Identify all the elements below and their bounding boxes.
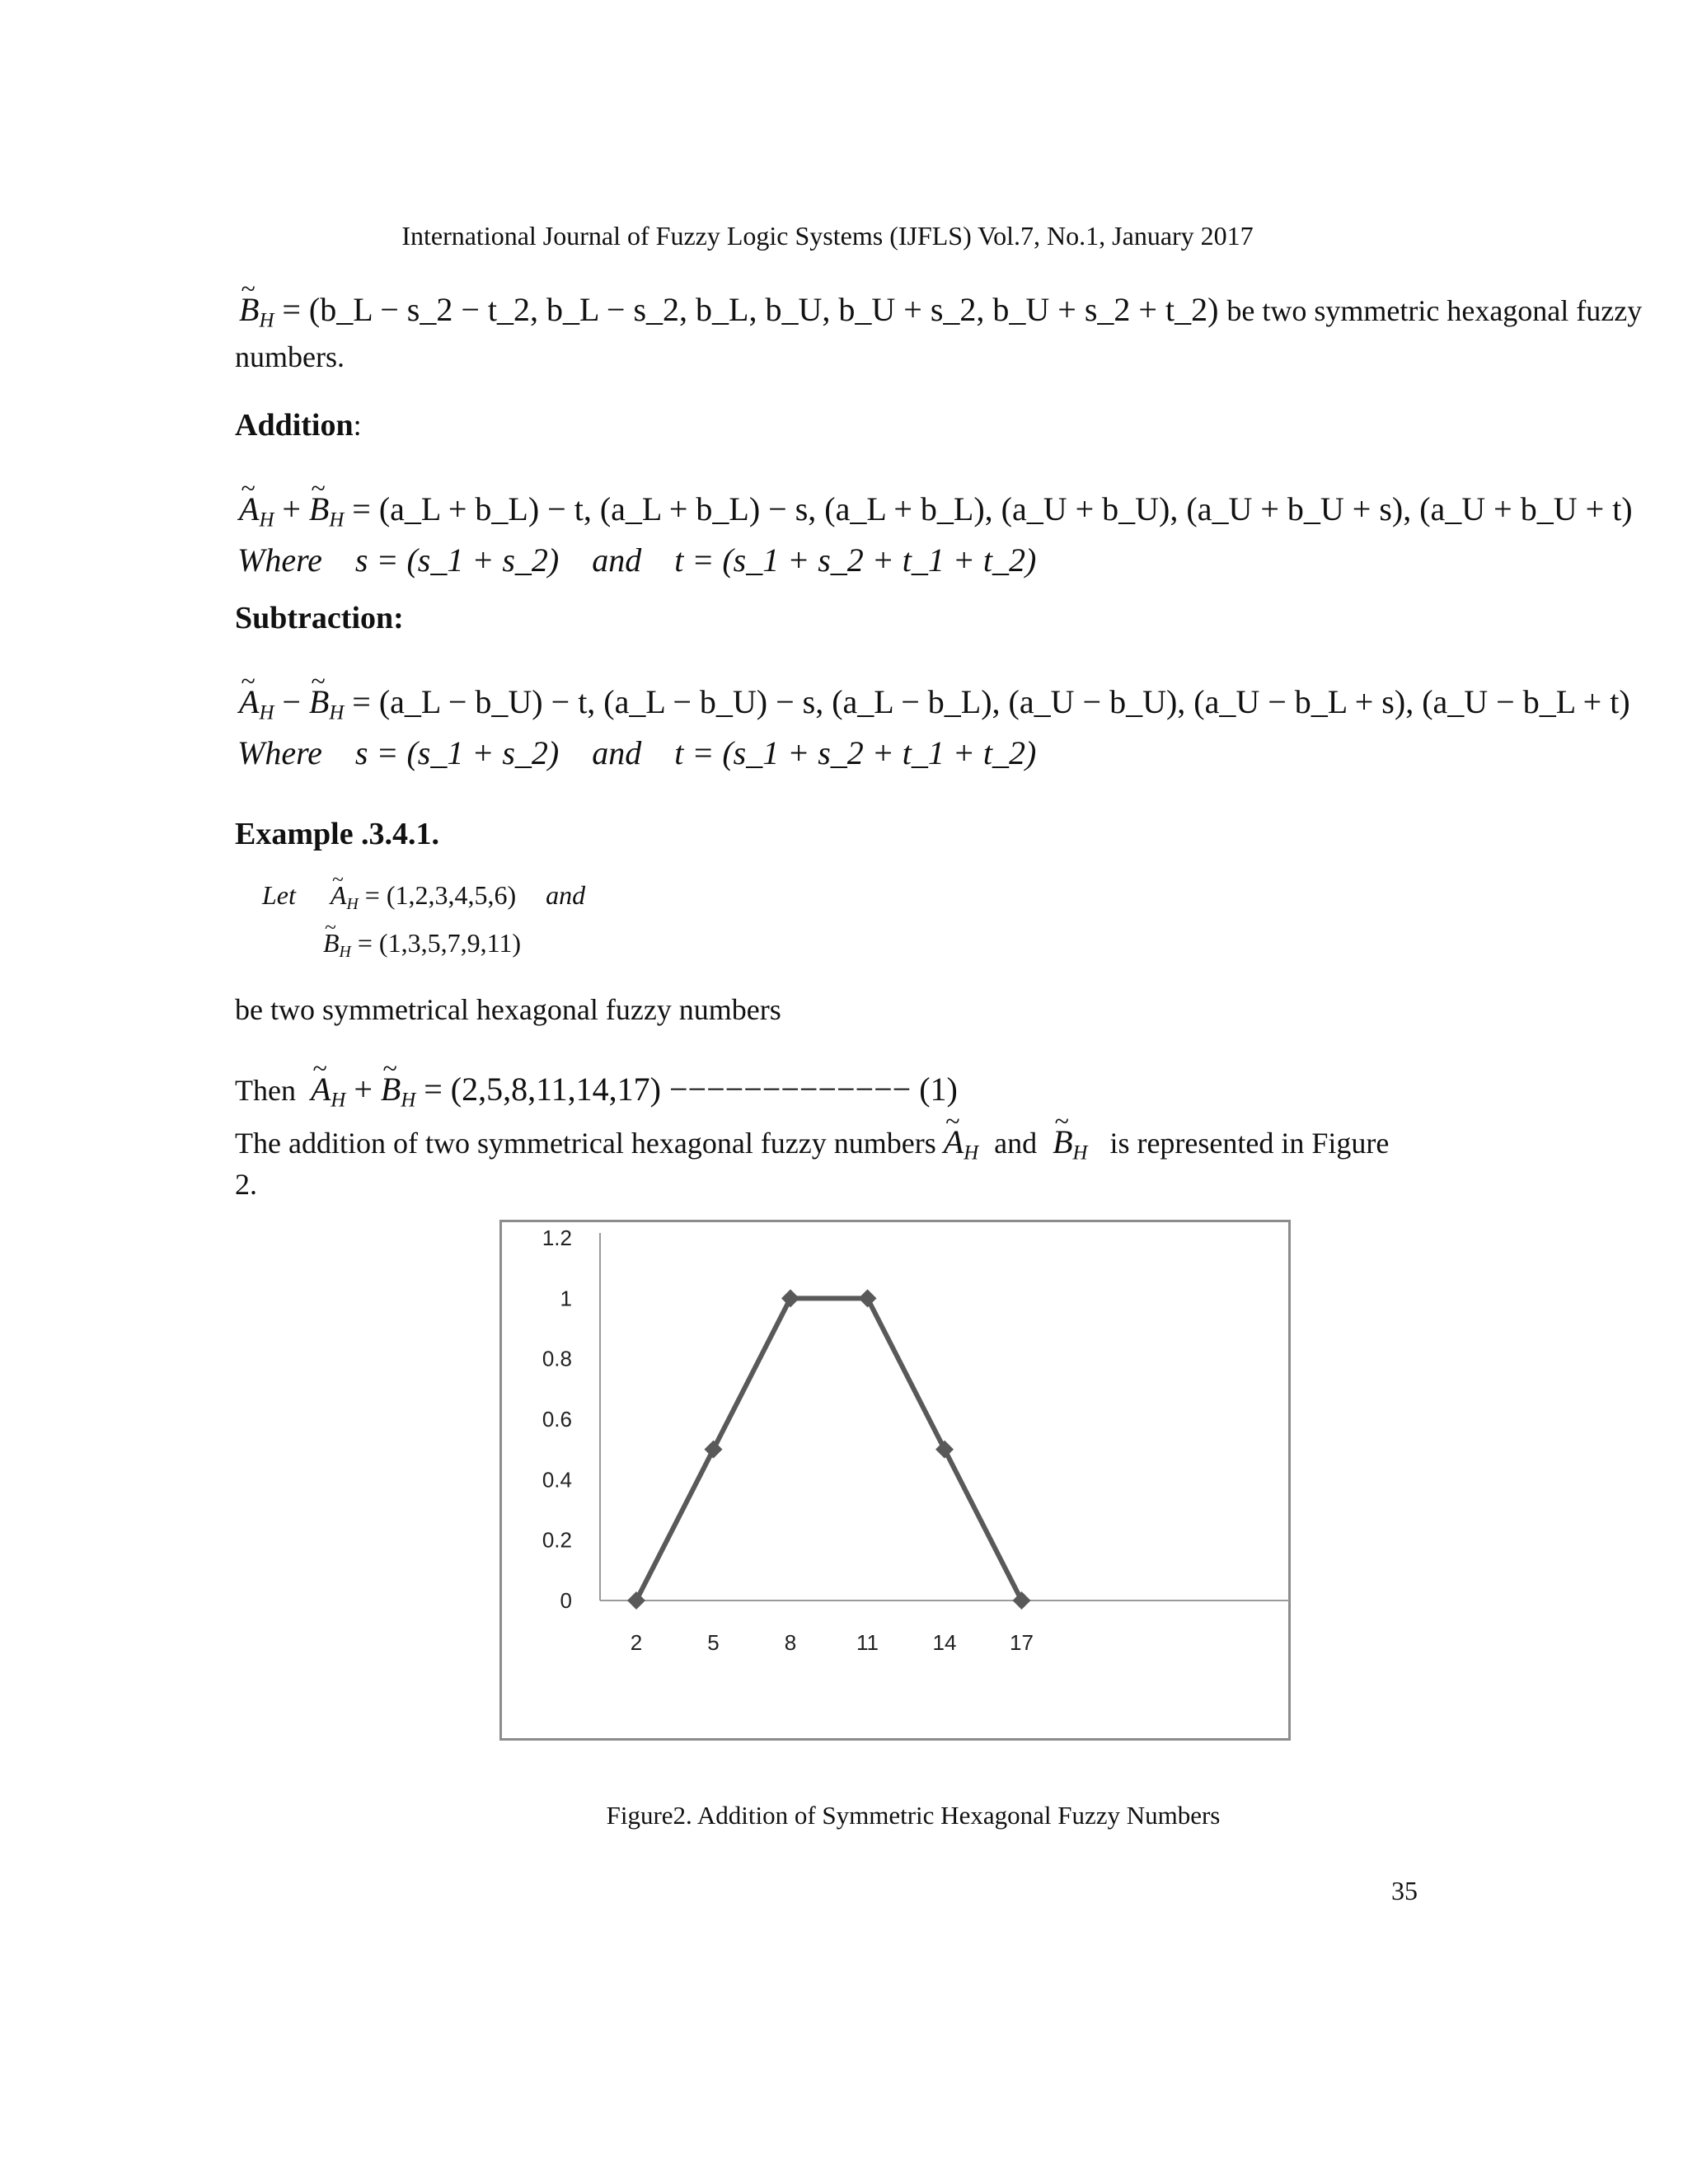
subtraction-heading: Subtraction: bbox=[235, 601, 404, 635]
x-tick-label: 14 bbox=[932, 1630, 957, 1655]
x-tick-label: 11 bbox=[856, 1630, 879, 1655]
example-description: be two symmetrical hexagonal fuzzy numbers bbox=[235, 993, 781, 1026]
example-sum-line: Then ~ $A_H$ + ~ $B_H = (2,5,8,11,14,17)$ −−−−−−−−−−−−− (1) bbox=[235, 1070, 958, 1112]
intro-line2: numbers. bbox=[235, 340, 345, 373]
example-paragraph-end: 2. bbox=[235, 1168, 257, 1201]
addition-heading: Addition: bbox=[235, 408, 362, 443]
chart-svg bbox=[499, 1220, 1291, 1741]
subtraction-where-line: Where s = (s_1 + s_2) and t = (s_1 + s_2 + t_1 + t_2) bbox=[237, 734, 1037, 771]
page-number: 35 bbox=[1391, 1876, 1418, 1905]
addition-rhs: = (a_L + b_L) − t, (a_L + b_L) − s, (a_L + b_L), (a_U + b_U), (a_U + b_U + s), (a_U + b_U + t) bbox=[352, 490, 1633, 527]
y-tick-label: 0.2 bbox=[542, 1527, 572, 1553]
example-let-line: Let ~ $A_H = (1,2,3,4,5,6)$ and bbox=[262, 880, 585, 914]
figure-2-chart bbox=[499, 1220, 1291, 1741]
example-paragraph: The addition of two symmetrical hexagonal fuzzy numbers ~ $A_H$ and ~ $B_H$ is represented in Figure bbox=[235, 1122, 1389, 1165]
subtraction-rhs: = (a_L − b_U) − t, (a_L − b_U) − s, (a_L − b_L), (a_U − b_U), (a_U − b_L + s), (a_U − b_L + t) bbox=[352, 683, 1630, 720]
x-tick-label: 17 bbox=[1010, 1630, 1034, 1655]
running-header: International Journal of Fuzzy Logic Systems (IJFLS) Vol.7, No.1, January 2017 bbox=[401, 221, 1254, 251]
intro-equation bbox=[239, 290, 1642, 332]
example-b-line: ~ $B_H = (1,3,5,7,9,11)$ bbox=[323, 928, 521, 962]
y-tick-label: 1.2 bbox=[542, 1226, 572, 1250]
intro-eq-rhs: = (b_L − s_2 − t_2, b_L − s_2, b_L, b_U, b_U + s_2, b_U + s_2 + t_2) bbox=[282, 291, 1219, 328]
figure-caption: Figure2. Addition of Symmetric Hexagonal Fuzzy Numbers bbox=[606, 1801, 1221, 1830]
x-tick-label: 8 bbox=[784, 1630, 797, 1655]
subscript-h: H bbox=[259, 309, 274, 332]
x-tick-label: 5 bbox=[707, 1630, 720, 1655]
intro-tail: be two symmetric hexagonal fuzzy bbox=[1226, 294, 1643, 327]
addition-equation: ~ $A_H$ + ~ $B_H$ = (a_L + b_L) − t, (a_L + b_L) − s, (a_L + b_L), (a_U + b_U), (a_U + b_U + s), (a_U + b_U + t) bbox=[239, 490, 1633, 532]
y-tick-label: 0.4 bbox=[542, 1467, 572, 1493]
chart-frame bbox=[501, 1221, 1290, 1740]
subtraction-equation: ~ $A_H$ − ~ $B_H$ = (a_L − b_U) − t, (a_L − b_U) − s, (a_L − b_L), (a_U − b_U), (a_U − b_L + s), (a_U − b_L + t) bbox=[239, 682, 1630, 724]
example-heading: Example .3.4.1. bbox=[235, 817, 440, 851]
x-tick-label: 2 bbox=[630, 1630, 643, 1655]
addition-where-line: Where s = (s_1 + s_2) and t = (s_1 + s_2 + t_1 + t_2) bbox=[237, 541, 1037, 579]
b-tilde-symbol: ~ B bbox=[239, 290, 259, 329]
y-tick-label: 1 bbox=[560, 1286, 572, 1311]
y-tick-label: 0.8 bbox=[542, 1346, 572, 1371]
y-tick-label: 0 bbox=[560, 1588, 572, 1613]
y-tick-label: 0.6 bbox=[542, 1407, 572, 1432]
